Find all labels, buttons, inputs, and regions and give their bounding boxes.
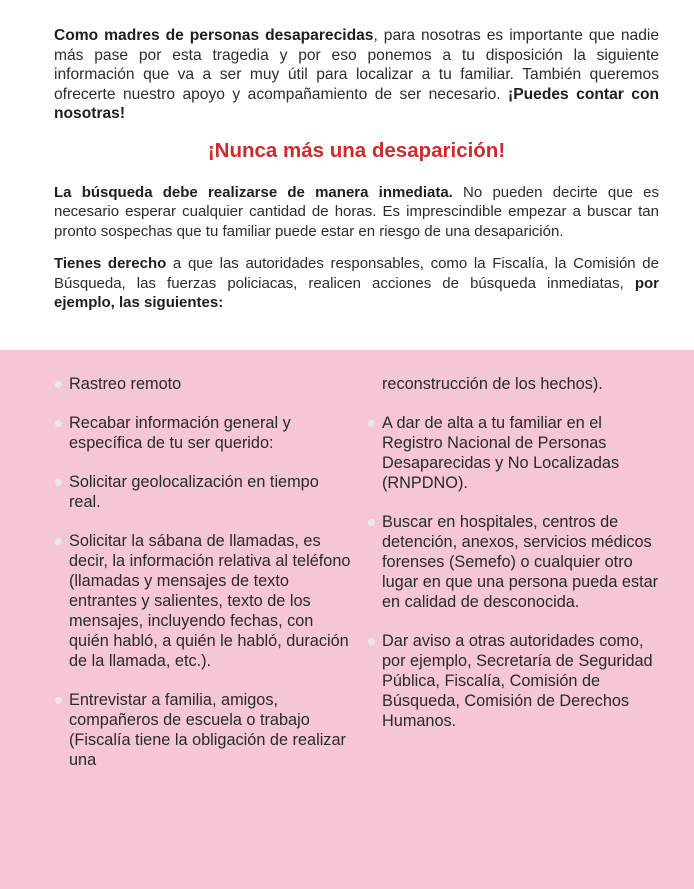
rights-lead: Tienes derecho	[54, 255, 167, 272]
actions-right-column	[367, 374, 667, 750]
bullet-icon	[368, 638, 375, 645]
list-item: Recabar información general y específica de tu ser querido:	[54, 413, 354, 453]
rights-body: a que las autoridades responsables, como la Fiscalía, la Comisión de Búsqueda, las fuerzas policiacas, realicen acciones de búsqueda inmediatas,	[54, 255, 659, 292]
list-item: Buscar en hospitales, centros de detención, anexos, servicios médicos forenses (Semefo) o cualquier otro lugar en que una persona pueda estar en calidad de desconocida.	[367, 512, 667, 612]
list-item: Solicitar geolocalización en tiempo real.	[54, 472, 354, 512]
actions-left-column	[54, 374, 354, 789]
bullet-icon	[55, 381, 62, 388]
list-item: Dar aviso a otras autoridades como, por ejemplo, Secretaría de Seguridad Pública, Fiscalía, Comisión de Búsqueda, Comisión de Derechos Humanos.	[367, 631, 667, 731]
bullet-icon	[55, 697, 62, 704]
intro-section	[54, 26, 659, 313]
list-item: Solicitar la sábana de llamadas, es decir, la información relativa al teléfono (llamadas y mensajes de texto entrantes y salientes, texto de los mensajes, incluyendo fechas, con quién habló, a quién le habló, duración de la llamada, etc.).	[54, 531, 354, 671]
list-item: Rastreo remoto	[54, 374, 354, 394]
search-now-body: No pueden decirte que es necesario esperar cualquier cantidad de horas. Es imprescindible empezar a buscar tan pronto sospechas que tu familiar puede estar en riesgo de una desaparición.	[54, 183, 659, 240]
rights-closing: por ejemplo, las siguientes:	[54, 274, 659, 311]
list-item-continuation: reconstrucción de los hechos).	[382, 375, 603, 393]
rights-paragraph	[54, 254, 659, 313]
bullet-icon	[368, 420, 375, 427]
search-now-paragraph	[54, 183, 659, 242]
bullet-icon	[55, 479, 62, 486]
list-item: Entrevistar a familia, amigos, compañeros de escuela o trabajo (Fiscalía tiene la obligación de realizar una	[54, 690, 354, 770]
intro-body: , para nosotras es importante que nadie más pase por esta tragedia y por eso ponemos a tu disposición la siguiente información que va a ser muy útil para localizar a tu familiar. También queremos ofrecerte nuestro apoyo y acompañamiento de ser necesario.	[54, 27, 660, 103]
intro-lead: Como madres de personas desaparecidas	[54, 27, 374, 44]
search-now-lead: La búsqueda debe realizarse de manera inmediata.	[54, 183, 453, 201]
headline: ¡Nunca más una desaparición!	[207, 138, 506, 162]
list-item: A dar de alta a tu familiar en el Registro Nacional de Personas Desaparecidas y No Localizadas (RNPDNO).	[367, 413, 667, 493]
intro-closing: ¡Puedes contar con nosotras!	[54, 85, 659, 122]
intro-paragraph	[54, 26, 659, 124]
bullet-icon	[368, 519, 375, 526]
bullet-icon	[55, 538, 62, 545]
bullet-icon	[55, 420, 62, 427]
